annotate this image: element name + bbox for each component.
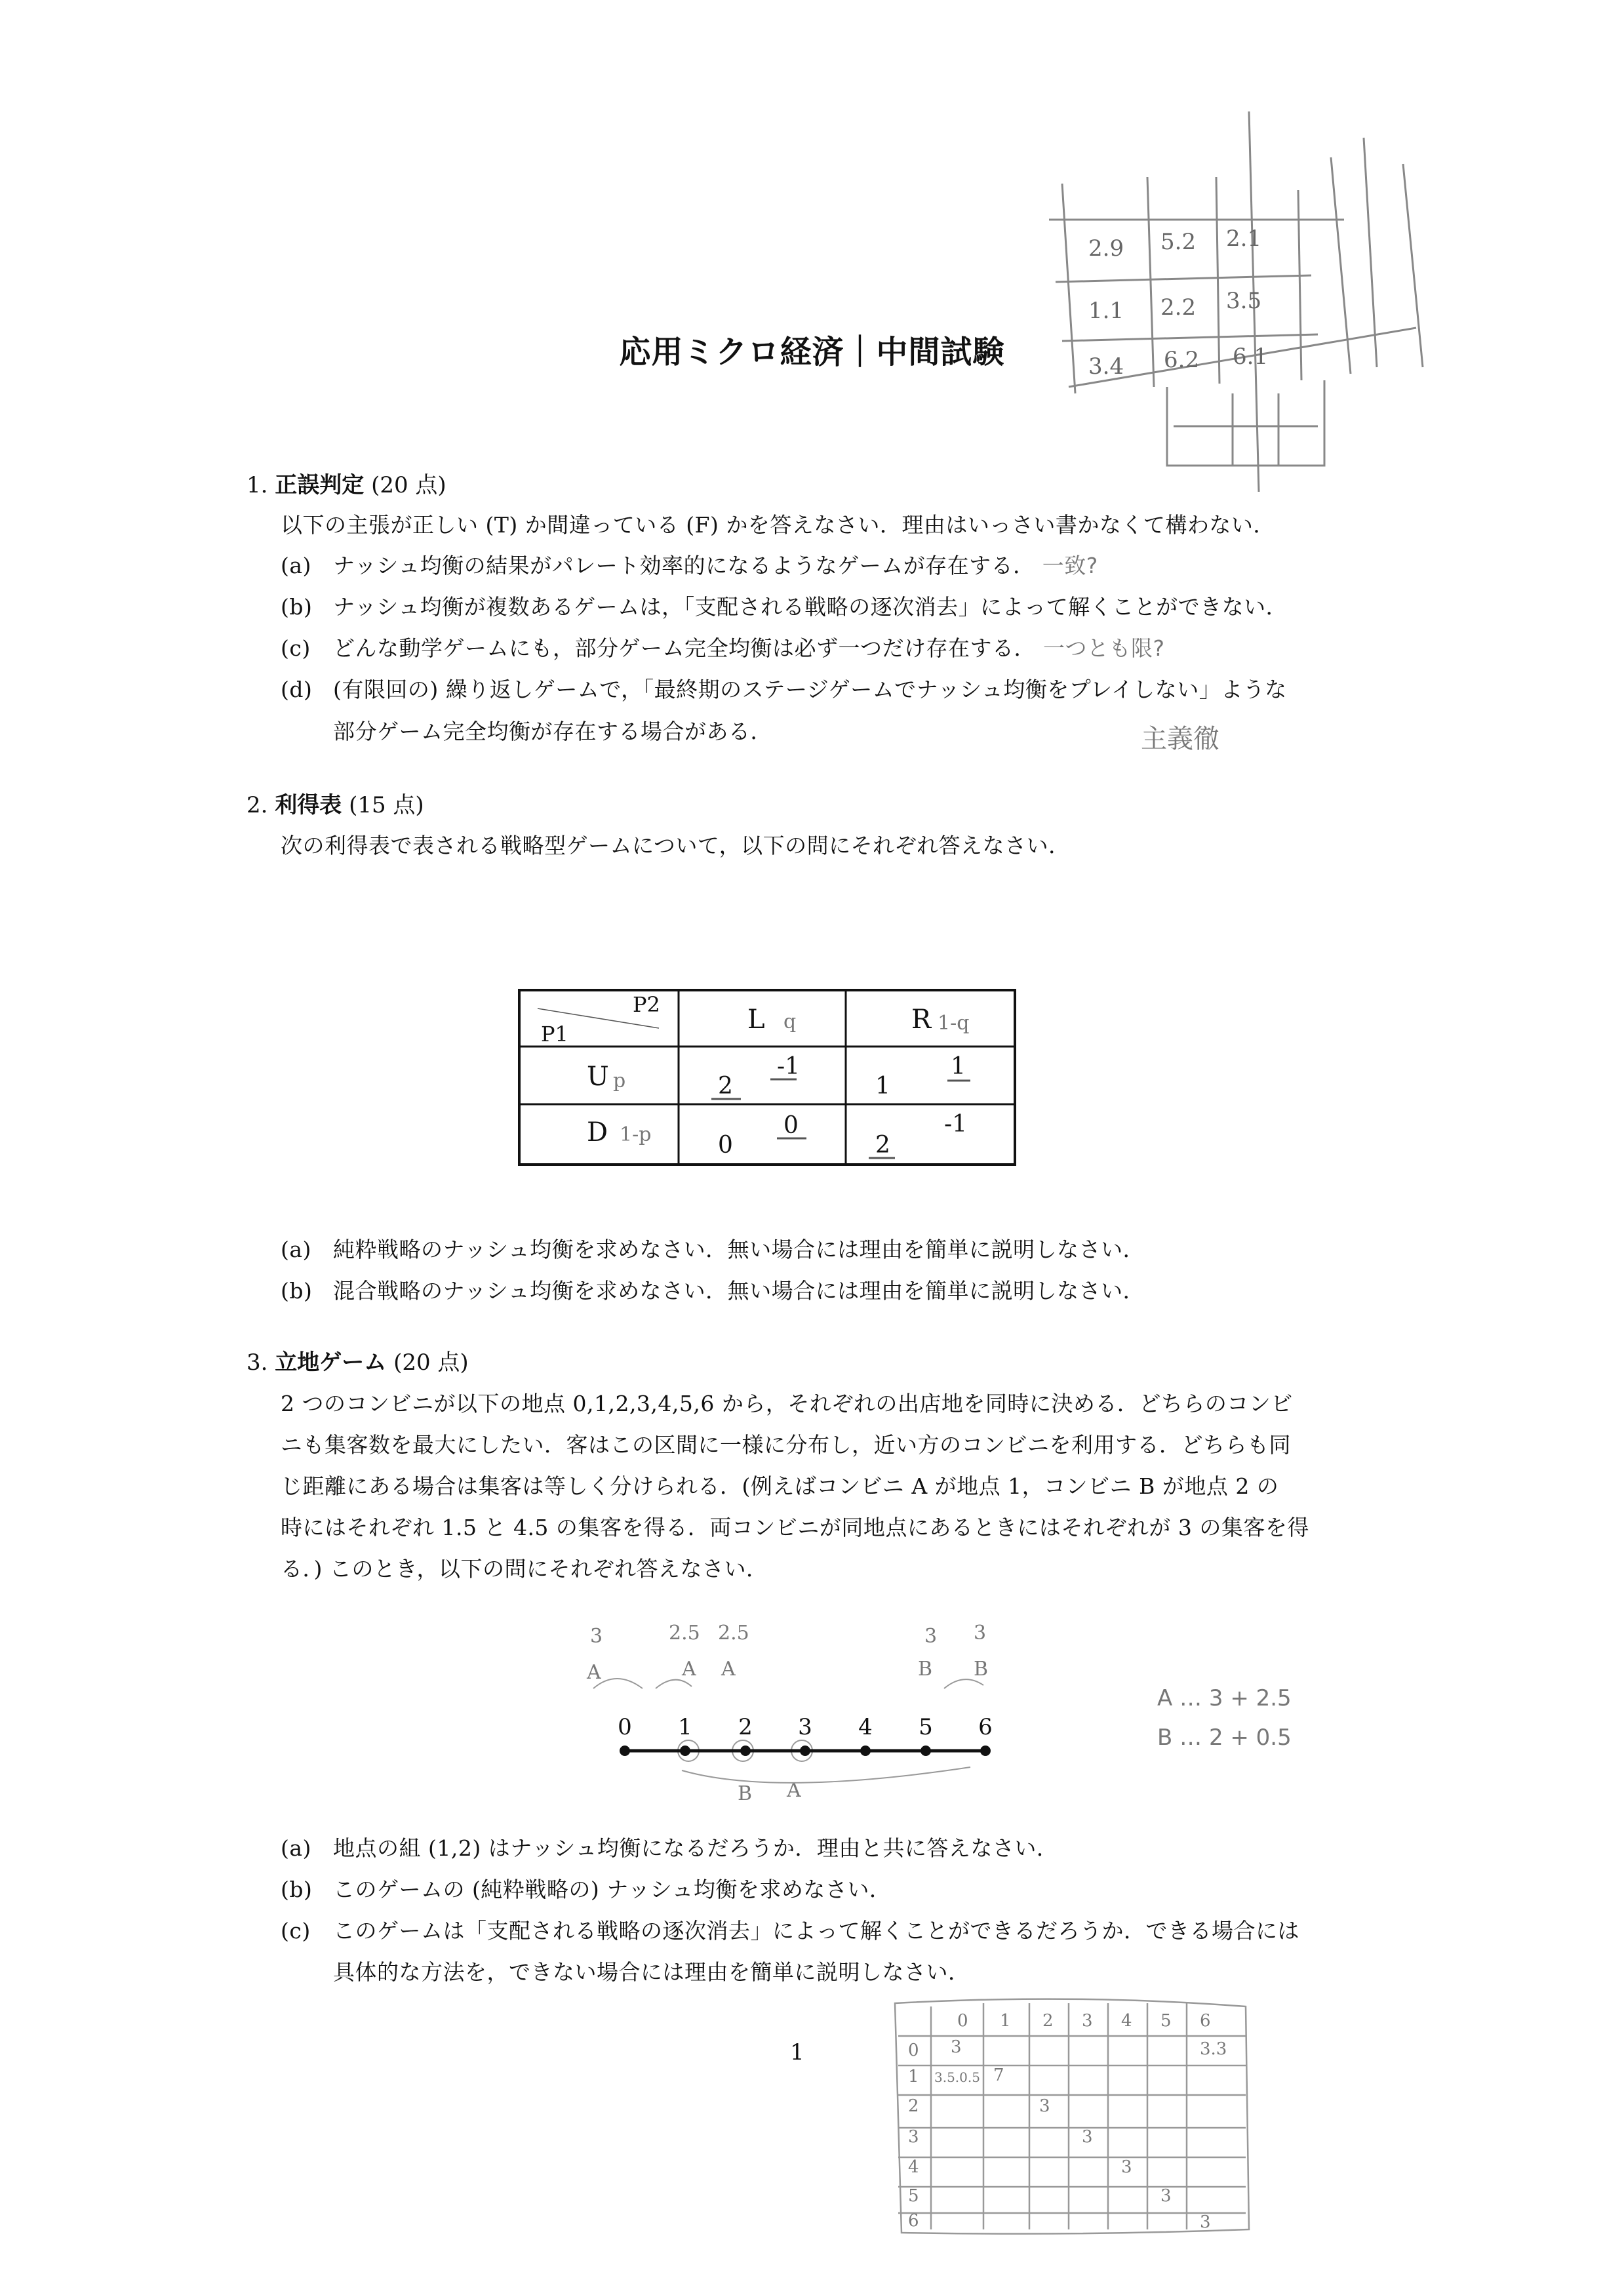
q3-intro-line: る．) このとき，以下の問にそれぞれ答えなさい． [281,1556,768,1582]
grid-cell: 3 [1039,2096,1050,2116]
handwritten-note: A [587,1661,601,1684]
table-row-D: D [587,1117,608,1148]
q3-points: (20 点) [393,1349,469,1376]
grid-value: 1.1 [1088,298,1124,324]
q1-item-c: (c) どんな動学ゲームにも，部分ゲーム完全均衡は必ず一つだけ存在する． 一つとも限? [281,635,1165,661]
grid-value: 3.5 [1226,288,1262,314]
grid-value: 2.9 [1088,235,1124,262]
q1-heading: 1. 正誤判定 (20 点) [247,472,446,498]
handwritten-note: p [613,1069,626,1092]
q1-item-d: (d) (有限回の) 繰り返しゲームで，「最終期のステージゲームでナッシュ均衡をプレイしない」ような [281,677,1287,702]
handwritten-note: A [787,1779,801,1802]
point-label: 3 [798,1714,812,1740]
q2-intro: 次の利得表で表される戦略型ゲームについて，以下の問にそれぞれ答えなさい． [281,833,1071,858]
payoff-value: -1 [777,1053,801,1080]
q3-intro-line: じ距離にある場合は集客は等しく分けられる．(例えばコンビニ A が地点 1，コンビニ B が地点 2 の [281,1473,1279,1499]
payoff-value: 1 [951,1053,966,1080]
handwritten-note: 2.5 [718,1622,749,1645]
q1-item-a: (a) ナッシュ均衡の結果がパレート効率的になるようなゲームが存在する． 一致? [281,553,1098,578]
payoff-table [518,989,1016,1166]
grid-header: 2 [1042,2011,1054,2031]
handwritten-note: A [682,1658,696,1681]
handwritten-note: 1-q [938,1012,970,1035]
point-label: 0 [618,1714,632,1740]
q3-intro-line: 時にはそれぞれ 1.5 と 4.5 の集客を得る．両コンビニが同地点にあるときにはそれぞれが 3 の集客を得 [281,1515,1309,1540]
handwritten-note: 主義徹 [1141,724,1219,754]
handwritten-note: B [738,1782,753,1805]
handwritten-note: B [918,1658,933,1681]
q3-item-b: (b) このゲームの (純粋戦略の) ナッシュ均衡を求めなさい． [281,1877,892,1902]
handwritten-note: 3 [924,1625,938,1648]
point-label: 5 [919,1714,933,1740]
payoff-value: 2 [718,1073,733,1100]
location-number-line [577,1613,1075,1810]
payoff-value: 1 [875,1073,890,1100]
grid-cell: 3.3 [1200,2039,1227,2059]
point-label: 1 [678,1714,692,1740]
grid-header: 0 [957,2011,968,2031]
table-p2-label: P2 [633,992,660,1017]
page-title: 応用ミクロ経済｜中間試験 [619,334,1005,370]
q2-title: 利得表 [275,792,342,818]
point-label: 6 [978,1714,993,1740]
q1-points: (20 点) [371,472,446,498]
q3-item-a: (a) 地点の組 (1,2) はナッシュ均衡になるだろうか．理由と共に答えなさい． [281,1835,1059,1861]
payoff-value: 2 [875,1132,890,1159]
grid-header: 4 [1121,2011,1132,2031]
point-label: 2 [738,1714,753,1740]
handwritten-note: 3 [590,1625,603,1648]
table-col-R: R [911,1005,932,1035]
handwritten-note: 3 [974,1622,987,1645]
grid-value: 6.1 [1233,344,1269,370]
handwritten-note: 一致? [1042,553,1098,578]
q2-heading: 2. 利得表 (15 点) [247,792,424,818]
handwritten-note: q [783,1010,797,1033]
q3-item-c: (c) このゲームは「支配される戦略の逐次消去」によって解くことができるだろうか．できる場合には [281,1918,1299,1944]
handwritten-note: B … 2 + 0.5 [1157,1725,1292,1751]
handwritten-note: A [721,1658,736,1681]
grid-cell: 3 [1160,2186,1172,2206]
grid-value: 5.2 [1160,229,1197,255]
grid-header: 5 [1160,2011,1172,2031]
grid-header: 6 [1200,2011,1211,2031]
grid-header: 3 [1082,2011,1093,2031]
grid-row-label: 3 [908,2127,919,2147]
handwritten-grid-top [1036,98,1429,492]
q1-intro: 以下の主張が正しい (T) か間違っている (F) かを答えなさい．理由はいっさい書かなくて構わない． [281,512,1275,538]
grid-cell: 3 [1082,2127,1093,2147]
q1-item-d-cont: 部分ゲーム完全均衡が存在する場合がある． [333,719,772,744]
grid-header: 1 [1000,2011,1011,2031]
payoff-value: 0 [783,1112,799,1139]
handwritten-note: B [974,1658,989,1681]
grid-cell: 7 [993,2066,1004,2085]
handwritten-note: 一つとも限? [1043,635,1165,661]
q2-item-b: (b) 混合戦略のナッシュ均衡を求めなさい．無い場合には理由を簡単に説明しなさい． [281,1278,1145,1304]
grid-cell: 3 [1121,2157,1132,2177]
grid-row-label: 2 [908,2096,919,2116]
grid-value: 6.2 [1164,347,1200,373]
handwritten-grid-bottom [892,1997,1259,2236]
q1-title: 正誤判定 [275,472,365,498]
payoff-value: -1 [944,1111,968,1138]
grid-value: 3.4 [1088,353,1124,380]
q1-item-b: (b) ナッシュ均衡が複数あるゲームは，「支配される戦略の逐次消去」によって解くことができない． [281,594,1288,620]
q3-title: 立地ゲーム [275,1349,387,1376]
grid-cell: 3.5.0.5 [934,2069,980,2085]
q2-item-a: (a) 純粋戦略のナッシュ均衡を求めなさい．無い場合には理由を簡単に説明しなさい． [281,1237,1145,1262]
point-label: 4 [858,1714,873,1740]
grid-row-label: 4 [908,2157,919,2177]
grid-row-label: 0 [908,2041,919,2060]
payoff-value: 0 [718,1132,733,1159]
grid-cell: 3 [951,2037,962,2057]
q2-points: (15 点) [349,792,424,818]
handwritten-note: 2.5 [669,1622,700,1645]
page-number: 1 [790,2039,804,2066]
grid-row-label: 6 [908,2211,919,2231]
q3-intro-line: 2 つのコンビニが以下の地点 0,1,2,3,4,5,6 から，それぞれの出店地を同時に決める．どちらのコンビ [281,1391,1293,1416]
grid-row-label: 1 [908,2067,919,2086]
table-row-U: U [587,1062,609,1092]
grid-value: 2.2 [1160,294,1197,321]
q3-item-c-cont: 具体的な方法を，できない場合には理由を簡単に説明しなさい． [333,1959,970,1985]
table-col-L: L [747,1005,765,1035]
grid-row-label: 5 [908,2186,919,2206]
handwritten-note: A … 3 + 2.5 [1157,1685,1292,1711]
q3-intro-line: ニも集客数を最大にしたい．客はこの区間に一様に分布し，近い方のコンビニを利用する．どちらも同 [281,1432,1291,1458]
table-p1-label: P1 [541,1022,568,1047]
handwritten-note: 1-p [620,1123,652,1146]
q3-heading: 3. 立地ゲーム (20 点) [247,1349,469,1376]
grid-value: 2.1 [1226,226,1262,252]
grid-cell: 3 [1200,2212,1211,2232]
